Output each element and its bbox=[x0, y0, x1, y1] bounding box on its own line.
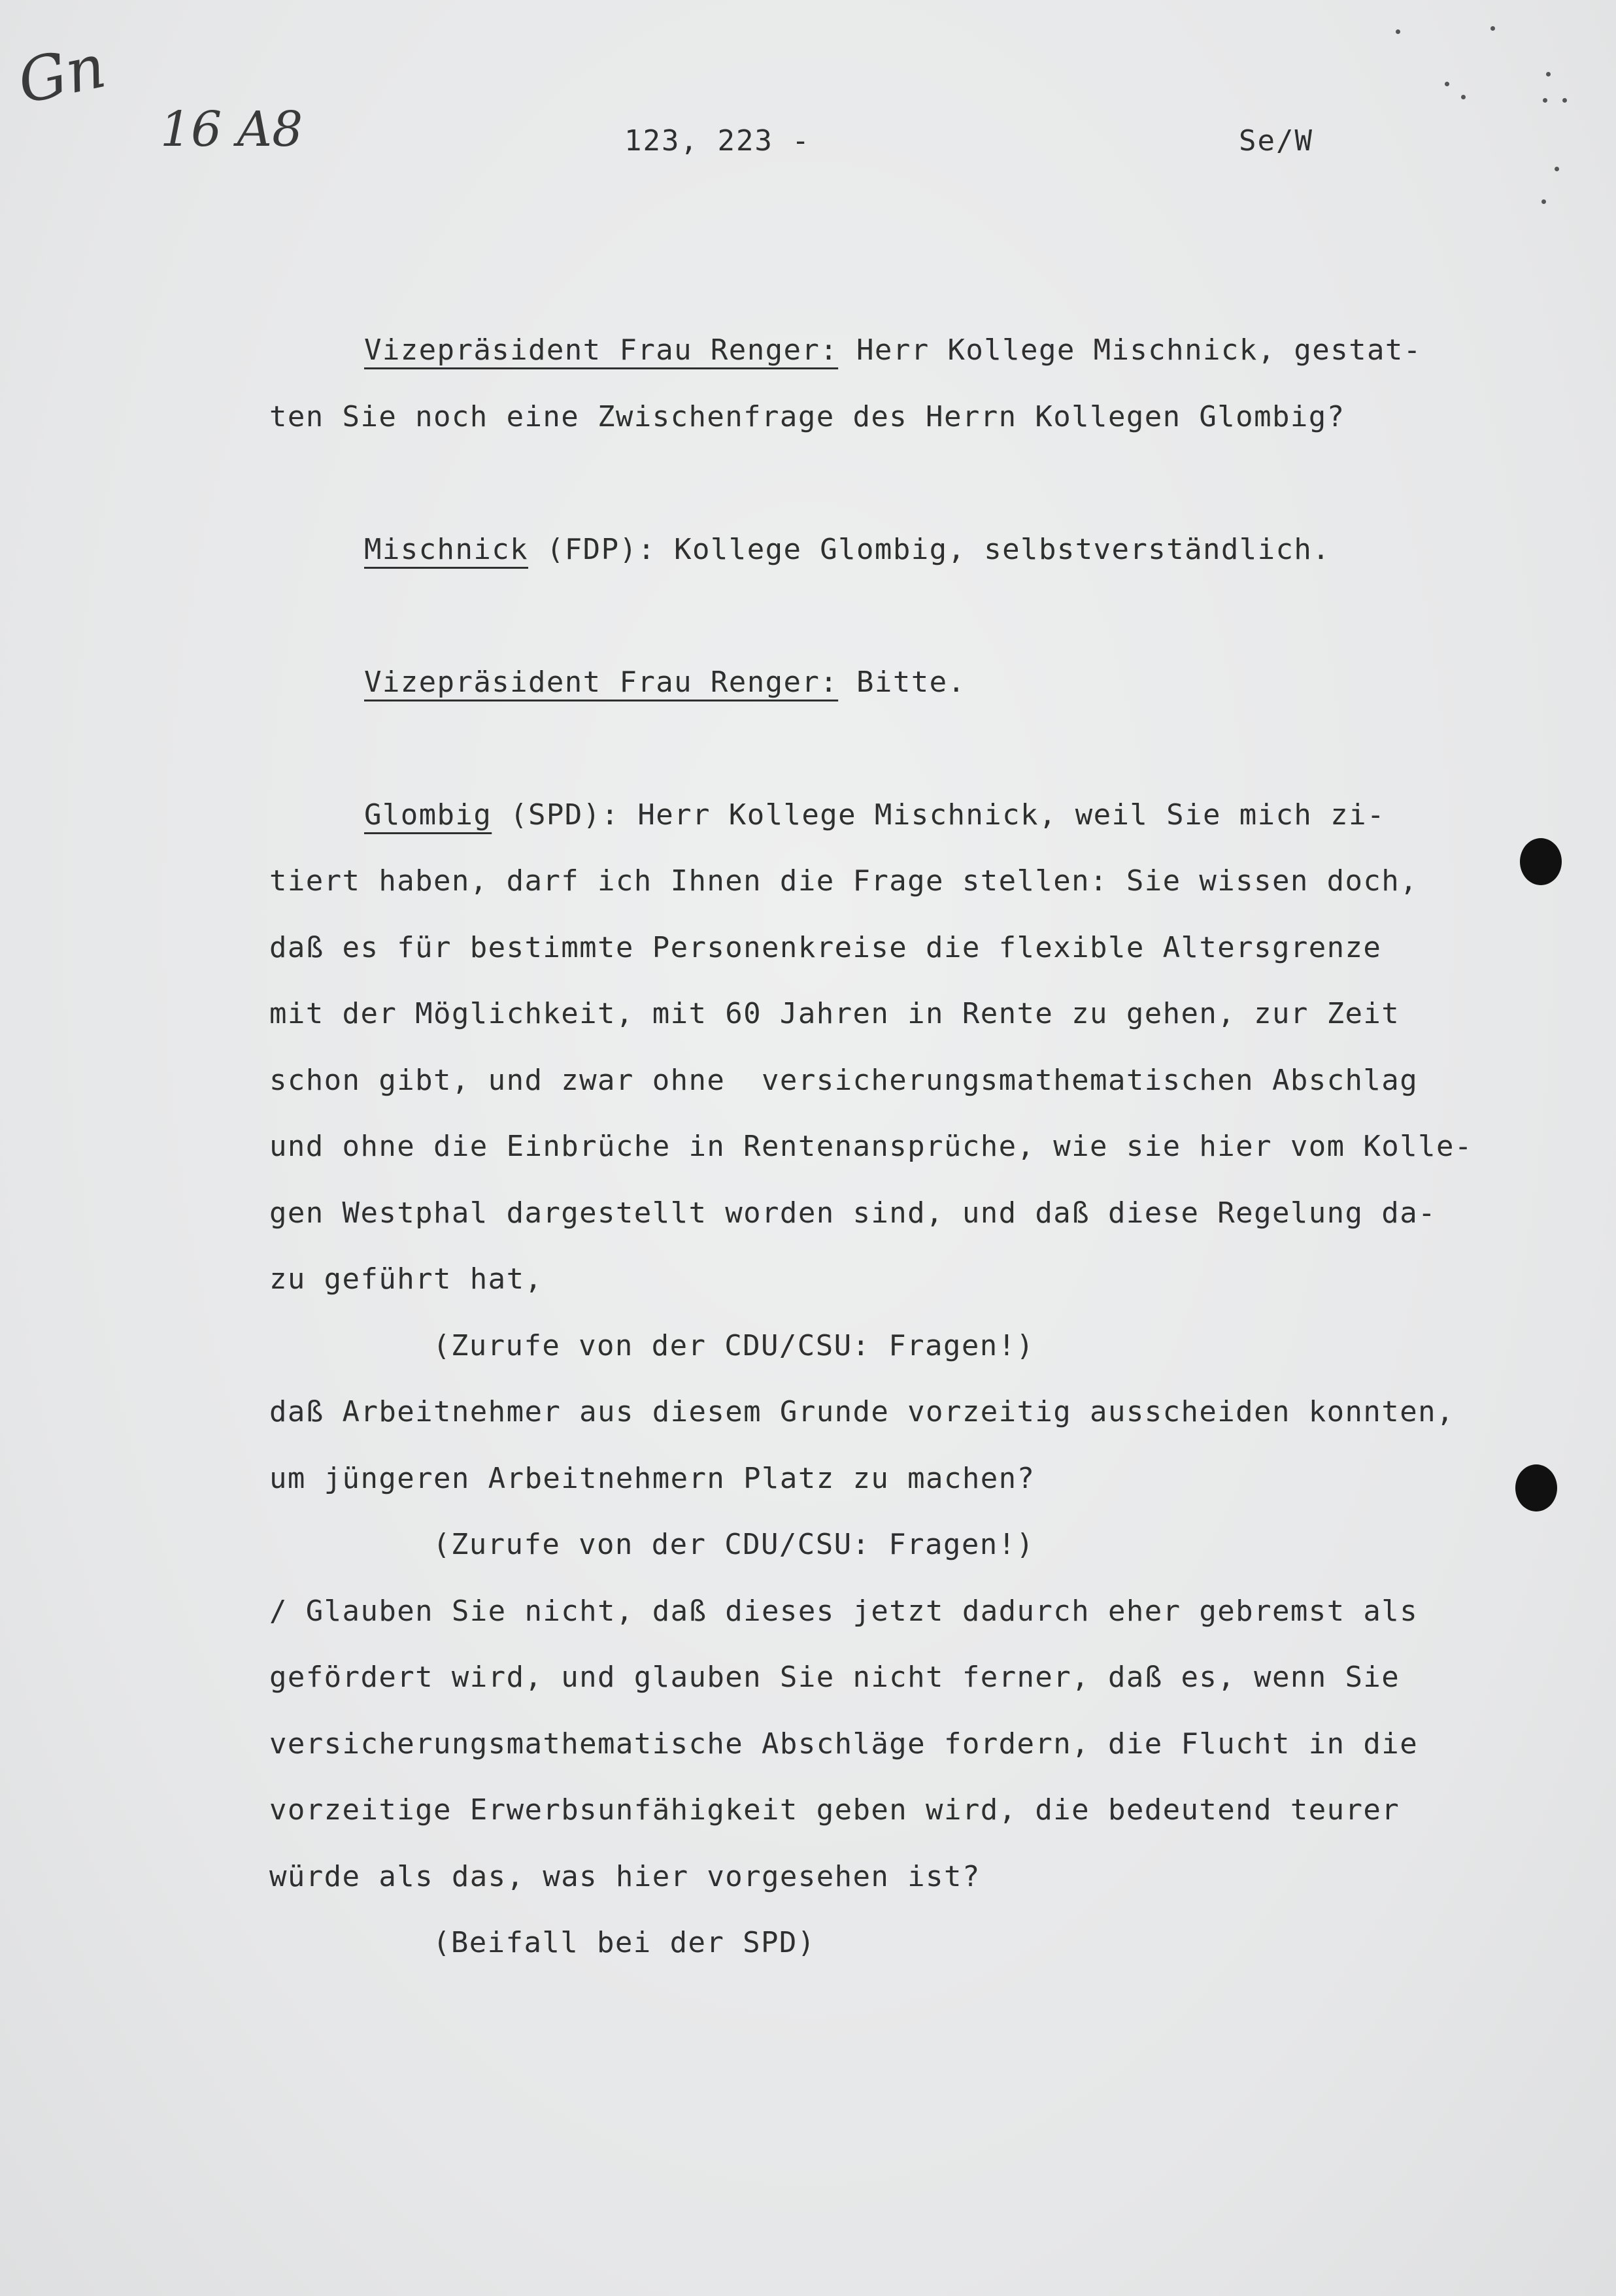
text-line: Bitte. bbox=[838, 665, 966, 699]
paper-speck bbox=[1490, 26, 1495, 31]
paragraph-renger-1 bbox=[269, 317, 1551, 450]
handwritten-folio-number: 16 A8 bbox=[160, 101, 303, 158]
paper-speck bbox=[1543, 98, 1547, 103]
speaker-name: Glombig bbox=[364, 798, 492, 832]
text-line: würde als das, was hier vorgesehen ist? bbox=[269, 1859, 981, 1893]
text-line: versicherungsmathematische Abschläge fordern, die Flucht in die bbox=[269, 1727, 1419, 1761]
interjection: (Beifall bei der SPD) bbox=[433, 1926, 816, 1959]
text-line: Herr Kollege Mischnick, gestat- bbox=[838, 333, 1422, 367]
transcript-body bbox=[269, 317, 1551, 1976]
paper-speck bbox=[1562, 98, 1567, 103]
page-reference: 123, 223 - bbox=[624, 124, 811, 158]
text-line: gefördert wird, und glauben Sie nicht ferner, daß es, wenn Sie bbox=[269, 1661, 1400, 1694]
speaker-name: Vizepräsident Frau Renger: bbox=[364, 333, 839, 367]
handwritten-initials: Gn bbox=[12, 31, 112, 118]
paragraph-mischnick bbox=[269, 516, 1551, 583]
text-line: zu geführt hat, bbox=[269, 1262, 543, 1296]
typist-code: Se/W bbox=[1239, 124, 1313, 158]
text-line: daß Arbeitnehmer aus diesem Grunde vorzeitig ausscheiden konnten, bbox=[269, 1395, 1455, 1428]
punch-hole bbox=[1520, 838, 1562, 885]
text-line: gen Westphal dargestellt worden sind, und daß diese Regelung da- bbox=[269, 1196, 1436, 1230]
text-line: ten Sie noch eine Zwischenfrage des Herrn Kollegen Glombig? bbox=[269, 399, 1345, 433]
interjection: (Zurufe von der CDU/CSU: Fragen!) bbox=[433, 1528, 1035, 1561]
paper-speck bbox=[1396, 29, 1400, 34]
paper-speck bbox=[1555, 167, 1559, 171]
text-line: daß es für bestimmte Personenkreise die flexible Altersgrenze bbox=[269, 930, 1382, 964]
text-line: (SPD): Herr Kollege Mischnick, weil Sie mich zi- bbox=[492, 798, 1385, 832]
text-line: und ohne die Einbrüche in Rentenansprüche, wie sie hier vom Kolle- bbox=[269, 1130, 1473, 1163]
punch-hole bbox=[1515, 1464, 1557, 1511]
speaker-name: Vizepräsident Frau Renger: bbox=[364, 665, 839, 699]
paper-speck bbox=[1461, 95, 1466, 99]
paragraph-glombig bbox=[269, 782, 1551, 1976]
text-line: (FDP): Kollege Glombig, selbstverständlich. bbox=[528, 532, 1331, 566]
text-line: vorzeitige Erwerbsunfähigkeit geben wird, die bedeutend teurer bbox=[269, 1793, 1400, 1827]
paper-speck bbox=[1445, 82, 1449, 86]
interjection: (Zurufe von der CDU/CSU: Fragen!) bbox=[433, 1328, 1035, 1362]
speaker-name: Mischnick bbox=[364, 532, 529, 566]
text-line: tiert haben, darf ich Ihnen die Frage stellen: Sie wissen doch, bbox=[269, 864, 1419, 898]
paragraph-renger-2 bbox=[269, 649, 1551, 716]
paper-speck bbox=[1541, 199, 1546, 204]
paper-speck bbox=[1546, 72, 1551, 76]
text-line: / Glauben Sie nicht, daß dieses jetzt dadurch eher gebremst als bbox=[269, 1594, 1419, 1628]
text-line: um jüngeren Arbeitnehmern Platz zu machen? bbox=[269, 1461, 1035, 1495]
text-line: schon gibt, und zwar ohne versicherungsmathematischen Abschlag bbox=[269, 1063, 1419, 1097]
text-line: mit der Möglichkeit, mit 60 Jahren in Rente zu gehen, zur Zeit bbox=[269, 997, 1400, 1030]
